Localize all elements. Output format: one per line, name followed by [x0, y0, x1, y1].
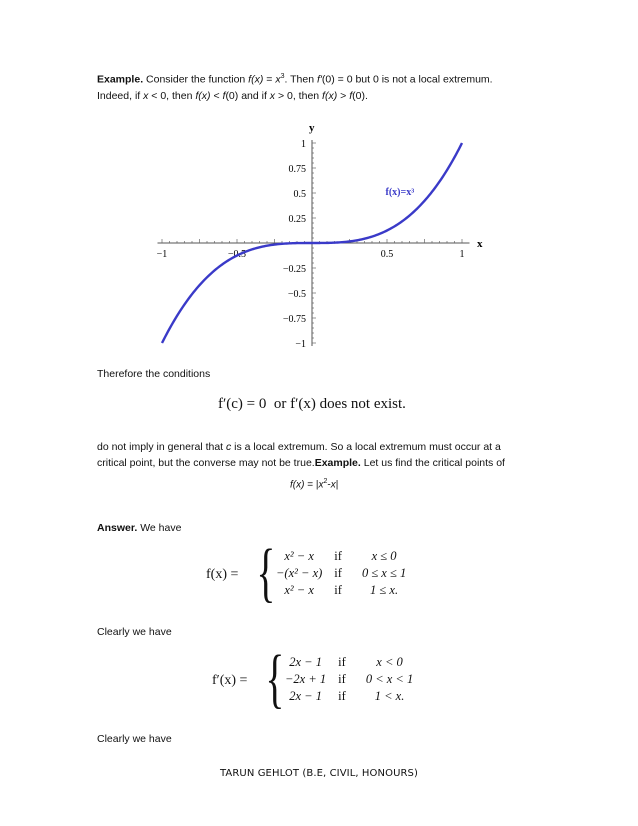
x-tick-label: 0.5: [380, 249, 394, 260]
function-definition: [290, 478, 338, 490]
case-expression: −2x + 1: [285, 672, 327, 686]
piecewise-f-row: [270, 548, 412, 565]
formula-part: f′(c) = 0: [218, 396, 267, 412]
math-fx: f(x): [290, 479, 305, 491]
x-tick-label: −0.5: [227, 249, 247, 260]
y-tick-label: −0.25: [282, 264, 306, 275]
piecewise-f-row: [270, 565, 412, 582]
piecewise-fprime-cases: [279, 654, 419, 705]
text: > 0, then: [275, 89, 323, 102]
footer-author: TARUN GEHLOT (B.E, CIVIL, HONOURS): [220, 768, 418, 779]
text: < 0, then: [148, 89, 196, 102]
text: do not imply in general that: [97, 441, 226, 453]
formula-or: or: [273, 396, 287, 412]
piecewise-fprime-row: [279, 671, 419, 688]
chart-tick-labels: [157, 139, 465, 350]
example-label: Example.: [314, 457, 361, 469]
x-tick-label: 1: [459, 249, 465, 260]
text: . Then: [284, 73, 317, 86]
math-x: x: [269, 89, 276, 102]
case-if: if: [334, 583, 342, 597]
answer-paragraph: [97, 520, 181, 536]
y-tick-label: 1: [301, 139, 306, 150]
text: -: [327, 479, 331, 491]
y-axis-label: y: [309, 122, 315, 134]
example-label: Example.: [97, 73, 144, 86]
cubic-function-chart: [140, 118, 500, 350]
text: =: [263, 73, 276, 86]
y-tick-label: −0.75: [282, 314, 306, 325]
x-tick-label: −1: [156, 249, 168, 260]
piecewise-fprime-row: [279, 654, 419, 671]
text: = |: [304, 479, 319, 491]
formula-part: f′(x): [290, 396, 316, 412]
text: critical point, but the converse may not be true.: [97, 457, 315, 469]
math-x: x: [143, 89, 149, 102]
y-tick-label: −0.5: [287, 289, 306, 300]
case-condition: 0 < x < 1: [365, 672, 414, 686]
exponent: 3: [280, 73, 285, 80]
exponent: 2: [323, 478, 328, 485]
y-tick-label: 0.75: [288, 164, 306, 175]
math-fx: f(x): [322, 89, 338, 102]
piecewise-f-lhs: f(x) =: [206, 567, 239, 582]
case-expression: 2x − 1: [289, 689, 322, 703]
case-expression: x² − x: [284, 549, 314, 563]
text: <: [210, 89, 223, 102]
math-f: f: [222, 89, 226, 102]
case-expression: 2x − 1: [289, 655, 322, 669]
example-paragraph: [97, 69, 493, 104]
case-if: if: [334, 549, 342, 563]
case-condition: x < 0: [376, 655, 403, 669]
piecewise-f-cases: [270, 548, 412, 599]
case-condition: 0 ≤ x ≤ 1: [361, 566, 407, 580]
math-fprime: f': [316, 73, 322, 86]
curve-annotation: f(x)=x³: [385, 187, 415, 198]
x-axis-label: x: [477, 238, 483, 250]
case-if: if: [334, 566, 342, 580]
text: |: [335, 479, 339, 491]
conditions-formula: [218, 396, 406, 413]
text: (0) and if: [225, 89, 270, 102]
text: is a local extremum. So a local extremum must occur at a: [231, 441, 501, 453]
piecewise-fprime-row: [279, 688, 419, 705]
formula-part: does not exist.: [319, 396, 406, 412]
math-c: c: [226, 441, 232, 453]
text: We have: [137, 522, 182, 534]
case-expression: −(x² − x): [276, 566, 323, 580]
math-fx: f(x): [195, 89, 211, 102]
therefore-paragraph: Therefore the conditions: [97, 368, 211, 380]
clearly-paragraph-1: Clearly we have: [97, 626, 172, 638]
math-x: x: [275, 73, 281, 86]
case-condition: x ≤ 0: [371, 549, 397, 563]
math-fx: f(x): [248, 73, 264, 86]
brace-icon: {: [265, 642, 285, 715]
y-tick-label: −1: [295, 339, 306, 350]
answer-label: Answer.: [97, 522, 138, 534]
critical-point-paragraph: [97, 439, 505, 471]
case-if: if: [338, 655, 346, 669]
clearly-paragraph-2: Clearly we have: [97, 733, 172, 745]
y-tick-label: 0.5: [293, 189, 306, 200]
math-x: x: [318, 479, 324, 491]
text: (0) = 0 but 0 is not a local extremum.: [321, 73, 493, 86]
text: Consider the function: [143, 73, 249, 86]
case-condition: 1 ≤ x.: [370, 583, 399, 597]
math-x: x: [330, 479, 336, 491]
y-tick-label: 0.25: [288, 214, 306, 225]
case-expression: x² − x: [284, 583, 314, 597]
case-if: if: [338, 689, 346, 703]
case-condition: 1 < x.: [374, 689, 405, 703]
text: Let us find the critical points of: [360, 457, 505, 469]
text: (0).: [352, 89, 368, 102]
text: >: [337, 89, 350, 102]
piecewise-f-row: [270, 582, 412, 599]
brace-icon: {: [256, 536, 276, 609]
case-if: if: [338, 672, 346, 686]
text: Indeed, if: [97, 89, 144, 102]
math-f: f: [349, 89, 353, 102]
piecewise-fprime-lhs: f′(x) =: [212, 673, 248, 688]
